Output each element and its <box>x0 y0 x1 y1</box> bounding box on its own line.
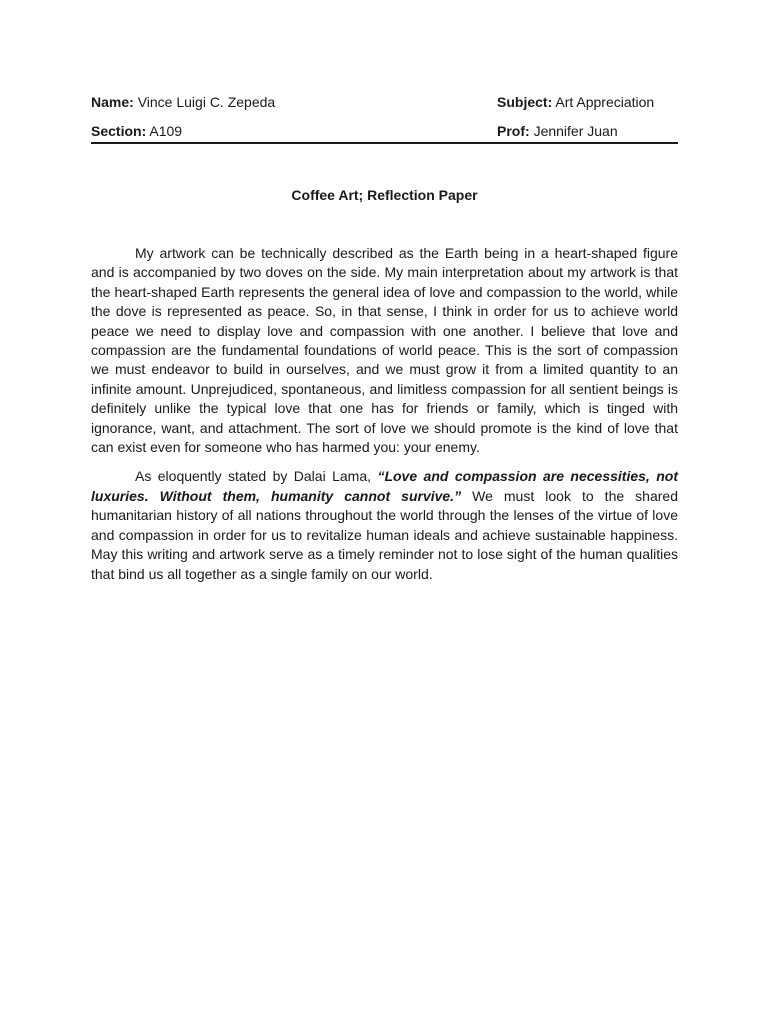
header-row-1 <box>91 92 678 121</box>
header-divider <box>91 142 678 144</box>
paragraph-1: My artwork can be technically described as the Earth being in a heart-shaped figure and is accompanied by two doves on the side. My main interpretation about my artwork is that the heart-shaped Earth represents the general idea of love and compassion to the world, while the dove is represented as peace. So, in that sense, I think in order for us to achieve world peace we need to display love and compassion with one another. I believe that love and compassion are the fundamental foundations of world peace. This is the sort of compassion we must endeavor to build in ourselves, and we must grow it from a limited quantity to an infinite amount. Unprejudiced, spontaneous, and limitless compassion for all sentient beings is definitely unlike the typical love that one has for friends or family, which is tinged with ignorance, want, and attachment. The sort of love we should promote is the kind of love that can exist even for someone who has harmed you: your enemy. <box>91 245 678 456</box>
paragraph-2 <box>91 467 678 583</box>
section-label: Section: <box>91 123 147 139</box>
subject-label: Subject: <box>497 94 553 110</box>
paragraph-2-intro: As eloquently stated by Dalai Lama, <box>135 468 378 485</box>
dalai-lama-quote: “Love and compassion are necessities, not luxuries. Without them, humanity cannot survive.” <box>91 468 678 504</box>
prof-value: Jennifer Juan <box>533 123 618 139</box>
name-label: Name: <box>91 94 134 110</box>
section-value: A109 <box>149 123 183 139</box>
prof-field <box>497 121 618 141</box>
header-row-2 <box>91 121 678 150</box>
name-field <box>91 92 275 112</box>
name-value: Vince Luigi C. Zepeda <box>137 94 276 110</box>
subject-field <box>497 92 654 112</box>
subject-value: Art Appreciation <box>555 94 655 110</box>
section-field <box>91 121 182 141</box>
paragraph-2-rest: We must look to the shared humanitarian history of all nations throughout the world through the lenses of the virtue of love and compassion in order for us to revitalize human ideals and achieve sustainable happiness. May this writing and artwork serve as a timely reminder not to lose sight of the human qualities that bind us all together as a single family on our world. <box>91 487 678 582</box>
paper-title: Coffee Art; Reflection Paper <box>291 187 478 203</box>
prof-label: Prof: <box>497 123 530 139</box>
paper-body <box>91 244 678 594</box>
